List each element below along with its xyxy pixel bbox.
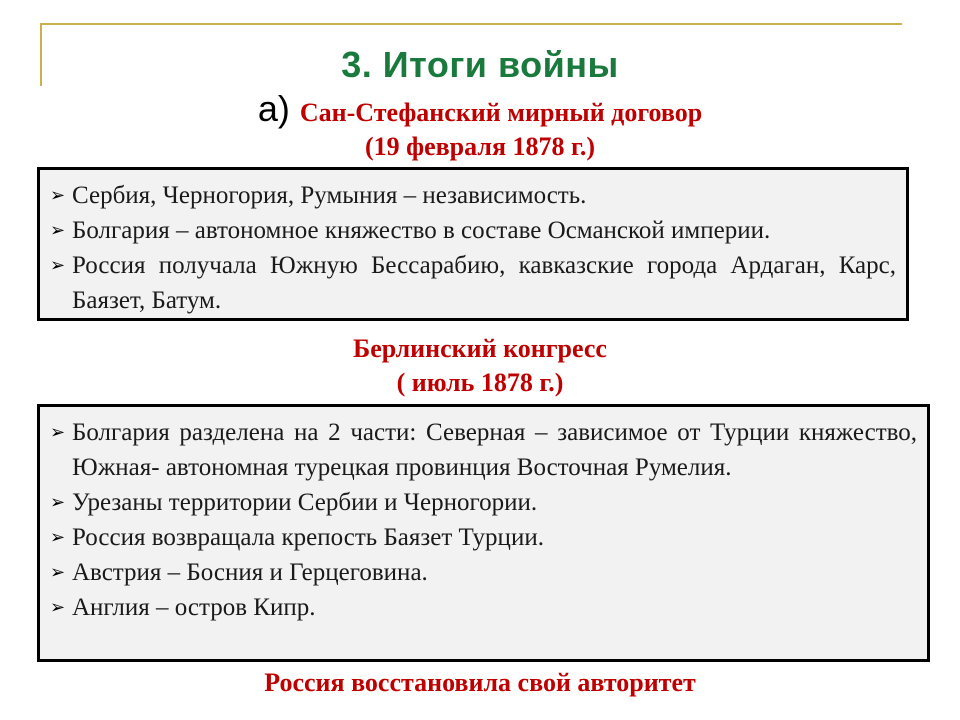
- arrow-bullet-icon: ➢: [50, 255, 66, 276]
- congress-heading: [0, 332, 960, 400]
- arrow-bullet-icon: ➢: [50, 220, 66, 241]
- arrow-bullet-icon: ➢: [50, 185, 66, 206]
- congress-terms-box: [37, 404, 930, 662]
- list-item: ➢ Болгария – автономное княжество в составе Османской империи.: [50, 213, 896, 248]
- list-item: ➢ Австрия – Босния и Герцеговина.: [50, 555, 917, 590]
- congress-title: Берлинский конгресс: [353, 334, 607, 363]
- list-item: ➢ Сербия, Черногория, Румыния – независимость.: [50, 178, 896, 213]
- list-item: ➢ Болгария разделена на 2 части: Северная – зависимое от Турции княжество, Южная- автономная турецкая провинция Восточная Румелия.: [50, 415, 917, 485]
- subtitle-line: [0, 88, 960, 130]
- slide-title: 3. Итоги войны: [341, 44, 619, 85]
- arrow-bullet-icon: ➢: [50, 492, 66, 513]
- treaty-title: Сан-Стефанский мирный договор: [299, 98, 703, 127]
- frame-top-line: [40, 23, 902, 25]
- subtitle-letter: а): [257, 88, 290, 129]
- list-item: ➢ Россия получала Южную Бессарабию, кавказские города Ардаган, Карс, Баязет, Батум.: [50, 248, 896, 318]
- arrow-bullet-icon: ➢: [50, 422, 66, 443]
- list-item: ➢ Англия – остров Кипр.: [50, 590, 917, 625]
- conclusion-text: Россия восстановила свой авторитет: [264, 668, 696, 697]
- congress-date: ( июль 1878 г.): [396, 368, 564, 397]
- treaty-terms-box: [37, 167, 909, 321]
- treaty-date: (19 февраля 1878 г.): [364, 132, 596, 161]
- arrow-bullet-icon: ➢: [50, 597, 66, 618]
- arrow-bullet-icon: ➢: [50, 527, 66, 548]
- arrow-bullet-icon: ➢: [50, 562, 66, 583]
- list-item: ➢ Россия возвращала крепость Баязет Турции.: [50, 520, 917, 555]
- list-item: ➢ Урезаны территории Сербии и Черногории.: [50, 485, 917, 520]
